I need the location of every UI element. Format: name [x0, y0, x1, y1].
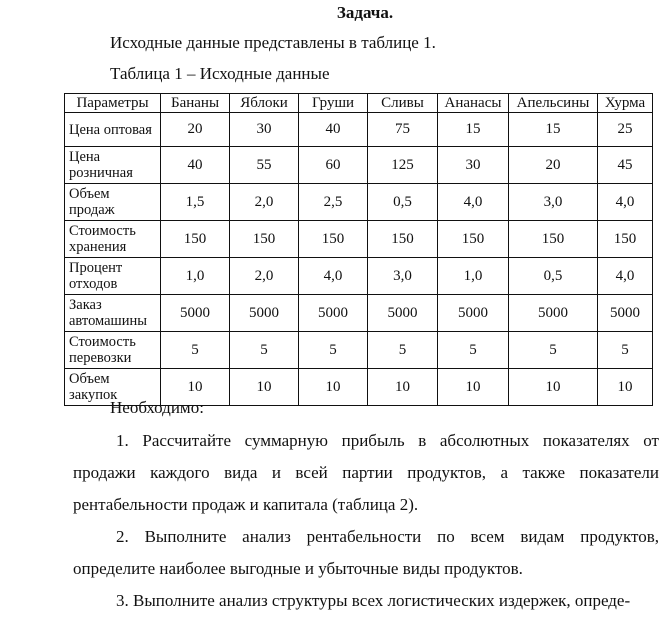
table-row: [65, 295, 653, 332]
parameter-cell: Процент отходов: [65, 258, 161, 295]
parameter-cell: Объем закупок: [65, 369, 161, 406]
value-cell: 5000: [299, 295, 368, 332]
value-cell: 75: [368, 113, 438, 147]
value-cell: 150: [598, 221, 653, 258]
value-cell: 150: [509, 221, 598, 258]
value-cell: 2,0: [230, 258, 299, 295]
value-cell: 10: [598, 369, 653, 406]
requirements-label: Необходимо:: [110, 398, 204, 417]
task-heading: Задача.: [336, 3, 394, 22]
value-cell: 150: [438, 221, 509, 258]
value-cell: 5000: [161, 295, 230, 332]
value-cell: 10: [438, 369, 509, 406]
table-row: [65, 184, 653, 221]
value-cell: 2,5: [299, 184, 368, 221]
value-cell: 5000: [438, 295, 509, 332]
table-row: [65, 258, 653, 295]
table-header-row: [65, 94, 653, 113]
column-header: Апельсины: [509, 94, 598, 113]
parameter-cell: Объем продаж: [65, 184, 161, 221]
value-cell: 0,5: [368, 184, 438, 221]
table-row: [65, 332, 653, 369]
value-cell: 150: [299, 221, 368, 258]
parameter-cell: Заказ автомашины: [65, 295, 161, 332]
value-cell: 5: [598, 332, 653, 369]
value-cell: 30: [230, 113, 299, 147]
value-cell: 20: [509, 147, 598, 184]
value-cell: 4,0: [438, 184, 509, 221]
value-cell: 1,0: [161, 258, 230, 295]
value-cell: 3,0: [509, 184, 598, 221]
requirement-item-1: 1. Рассчитайте суммарную прибыль в абсолютных показателях от продажи каждого вида и всей партии продуктов, а также показатели рентабельности продаж и капитала (таблица 2).: [73, 431, 659, 514]
intro-text: Исходные данные представлены в таблице 1.: [110, 33, 436, 52]
value-cell: 5: [161, 332, 230, 369]
value-cell: 150: [368, 221, 438, 258]
value-cell: 55: [230, 147, 299, 184]
value-cell: 5000: [230, 295, 299, 332]
value-cell: 4,0: [598, 184, 653, 221]
column-header: Бананы: [161, 94, 230, 113]
value-cell: 5: [230, 332, 299, 369]
requirement-item-2: 2. Выполните анализ рентабельности по всем видам продуктов, определите наиболее выгодные и убыточные виды продуктов.: [73, 527, 659, 578]
parameter-cell: Цена оптовая: [65, 113, 161, 147]
value-cell: 0,5: [509, 258, 598, 295]
parameter-cell: Цена розничная: [65, 147, 161, 184]
source-data-table: [64, 93, 653, 406]
column-header: Ананасы: [438, 94, 509, 113]
value-cell: 10: [299, 369, 368, 406]
column-header: Сливы: [368, 94, 438, 113]
value-cell: 25: [598, 113, 653, 147]
value-cell: 10: [368, 369, 438, 406]
column-header: Хурма: [598, 94, 653, 113]
value-cell: 4,0: [598, 258, 653, 295]
value-cell: 10: [230, 369, 299, 406]
value-cell: 1,0: [438, 258, 509, 295]
requirement-item-3: 3. Выполните анализ структуры всех логистических издержек, опреде-: [116, 591, 631, 610]
column-header: Груши: [299, 94, 368, 113]
table-row: [65, 147, 653, 184]
table-caption: Таблица 1 – Исходные данные: [110, 64, 330, 83]
value-cell: 150: [230, 221, 299, 258]
value-cell: 45: [598, 147, 653, 184]
value-cell: 1,5: [161, 184, 230, 221]
value-cell: 5: [368, 332, 438, 369]
value-cell: 10: [509, 369, 598, 406]
value-cell: 5: [299, 332, 368, 369]
value-cell: 30: [438, 147, 509, 184]
column-header: Параметры: [65, 94, 161, 113]
table-row: [65, 221, 653, 258]
parameter-cell: Стоимость перевозки: [65, 332, 161, 369]
value-cell: 3,0: [368, 258, 438, 295]
value-cell: 20: [161, 113, 230, 147]
value-cell: 40: [299, 113, 368, 147]
value-cell: 10: [161, 369, 230, 406]
value-cell: 15: [438, 113, 509, 147]
value-cell: 150: [161, 221, 230, 258]
value-cell: 5000: [509, 295, 598, 332]
value-cell: 4,0: [299, 258, 368, 295]
value-cell: 5: [509, 332, 598, 369]
parameter-cell: Стоимость хранения: [65, 221, 161, 258]
value-cell: 40: [161, 147, 230, 184]
value-cell: 5000: [368, 295, 438, 332]
value-cell: 2,0: [230, 184, 299, 221]
value-cell: 5: [438, 332, 509, 369]
column-header: Яблоки: [230, 94, 299, 113]
value-cell: 125: [368, 147, 438, 184]
table-row: [65, 113, 653, 147]
value-cell: 15: [509, 113, 598, 147]
value-cell: 60: [299, 147, 368, 184]
value-cell: 5000: [598, 295, 653, 332]
